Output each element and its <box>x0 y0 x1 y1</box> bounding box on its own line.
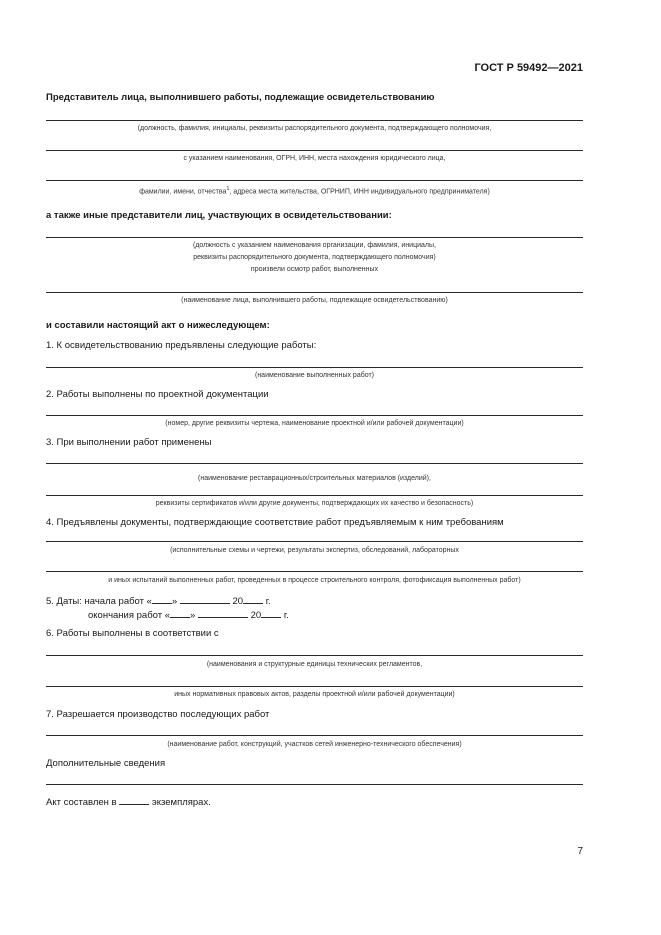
fill-line <box>46 735 583 736</box>
caption-item-1: (наименование выполненных работ) <box>254 372 374 379</box>
caption-person-text: , адреса места жительства, ОГРНИП, ИНН индивидуального предпринимателя) <box>229 188 490 196</box>
fill-line <box>46 463 583 464</box>
item-3: 3. При выполнении работ применены <box>46 437 212 448</box>
fill-line <box>46 784 583 785</box>
copies-statement <box>46 795 211 808</box>
fill-line <box>46 415 583 416</box>
item-5-start <box>46 594 271 607</box>
year-prefix: 20 <box>250 610 262 621</box>
fill-line <box>46 120 583 121</box>
caption-position: (должность, фамилия, инициалы, реквизиты распорядительного документа, подтверждающего полномочия, <box>137 125 492 132</box>
caption-item-2: (номер, другие реквизиты чертежа, наименование проектной и/или рабочей документации) <box>165 420 464 427</box>
year-prefix: 20 <box>232 596 244 607</box>
item-5-end <box>88 608 289 621</box>
caption-person-text: фамилии, имени, отчества <box>139 188 227 196</box>
start-date-label: 5. Даты: начала работ « <box>46 596 152 607</box>
caption-person <box>46 183 583 198</box>
fill-line <box>46 180 583 181</box>
caption-item-6: иных нормативных правовых актов, разделы проектной и/или рабочей документации) <box>174 691 455 698</box>
caption-performer: (наименование лица, выполнившего работы, подлежащие освидетельствованию) <box>181 297 448 304</box>
fill-line <box>46 367 583 368</box>
fill-line <box>46 237 583 238</box>
caption-item-4: и иных испытаний выполненных работ, проведенных в процессе строительного контроля, фотофиксация выполненных работ) <box>108 577 521 584</box>
additional-info-label: Дополнительные сведения <box>46 758 166 769</box>
page-number: 7 <box>577 846 583 857</box>
year-blank[interactable] <box>261 608 281 618</box>
quote-close: » <box>190 610 196 621</box>
item-7: 7. Разрешается производство последующих работ <box>46 709 270 720</box>
item-4: 4. Предъявлены документы, подтверждающие соответствие работ предъявляемым к ним требованиям <box>46 517 504 528</box>
caption-item-7: (наименование работ, конструкций, участков сетей инженерно-технического обеспечения) <box>167 741 462 748</box>
caption-organization: с указанием наименования, ОГРН, ИНН, места нахождения юридического лица, <box>183 155 446 162</box>
fill-line <box>46 571 583 572</box>
month-blank[interactable] <box>198 608 248 618</box>
caption-item-4: (исполнительные схемы и чертежи, результаты экспертиз, обследований, лабораторных <box>170 547 459 554</box>
fill-line <box>46 686 583 687</box>
caption-others: (должность с указанием наименования организации, фамилия, инициалы, <box>193 242 436 249</box>
day-blank[interactable] <box>170 608 190 618</box>
compiled-heading: и составили настоящий акт о нижеследующем: <box>46 320 270 331</box>
day-blank[interactable] <box>152 594 172 604</box>
caption-others: произвели осмотр работ, выполненных <box>250 266 379 273</box>
fill-line <box>46 495 583 496</box>
month-blank[interactable] <box>180 594 230 604</box>
others-heading: а также иные представители лиц, участвующих в освидетельствовании: <box>46 210 392 221</box>
fill-line <box>46 541 583 542</box>
representative-heading: Представитель лица, выполнившего работы, подлежащие освидетельствованию <box>46 92 435 103</box>
item-2: 2. Работы выполнены по проектной документации <box>46 389 269 400</box>
year-suffix: г. <box>283 610 289 621</box>
copies-unit: экземплярах. <box>151 797 211 808</box>
caption-others: реквизиты распорядительного документа, подтверждающего полномочия) <box>193 254 436 261</box>
caption-item-3: реквизиты сертификатов и/или другие документы, подтверждающих их качество и безопасность) <box>155 500 474 507</box>
end-date-label: окончания работ « <box>88 610 171 621</box>
caption-item-3: (наименование реставрационных/строительных материалов (изделий), <box>198 475 431 482</box>
footnote-mark: 1 <box>226 186 230 192</box>
quote-close: » <box>171 596 178 607</box>
fill-line <box>46 292 583 293</box>
year-suffix: г. <box>265 596 271 607</box>
copies-count-blank[interactable] <box>119 795 149 805</box>
fill-line <box>46 655 583 656</box>
item-6: 6. Работы выполнены в соответствии с <box>46 628 219 639</box>
fill-line <box>46 150 583 151</box>
item-1: 1. К освидетельствованию предъявлены следующие работы: <box>46 340 317 351</box>
standard-number: ГОСТ Р 59492—2021 <box>474 62 583 74</box>
year-blank[interactable] <box>243 594 263 604</box>
caption-item-6: (наименования и структурные единицы технических регламентов, <box>206 661 423 668</box>
copies-label: Акт составлен в <box>46 797 117 808</box>
